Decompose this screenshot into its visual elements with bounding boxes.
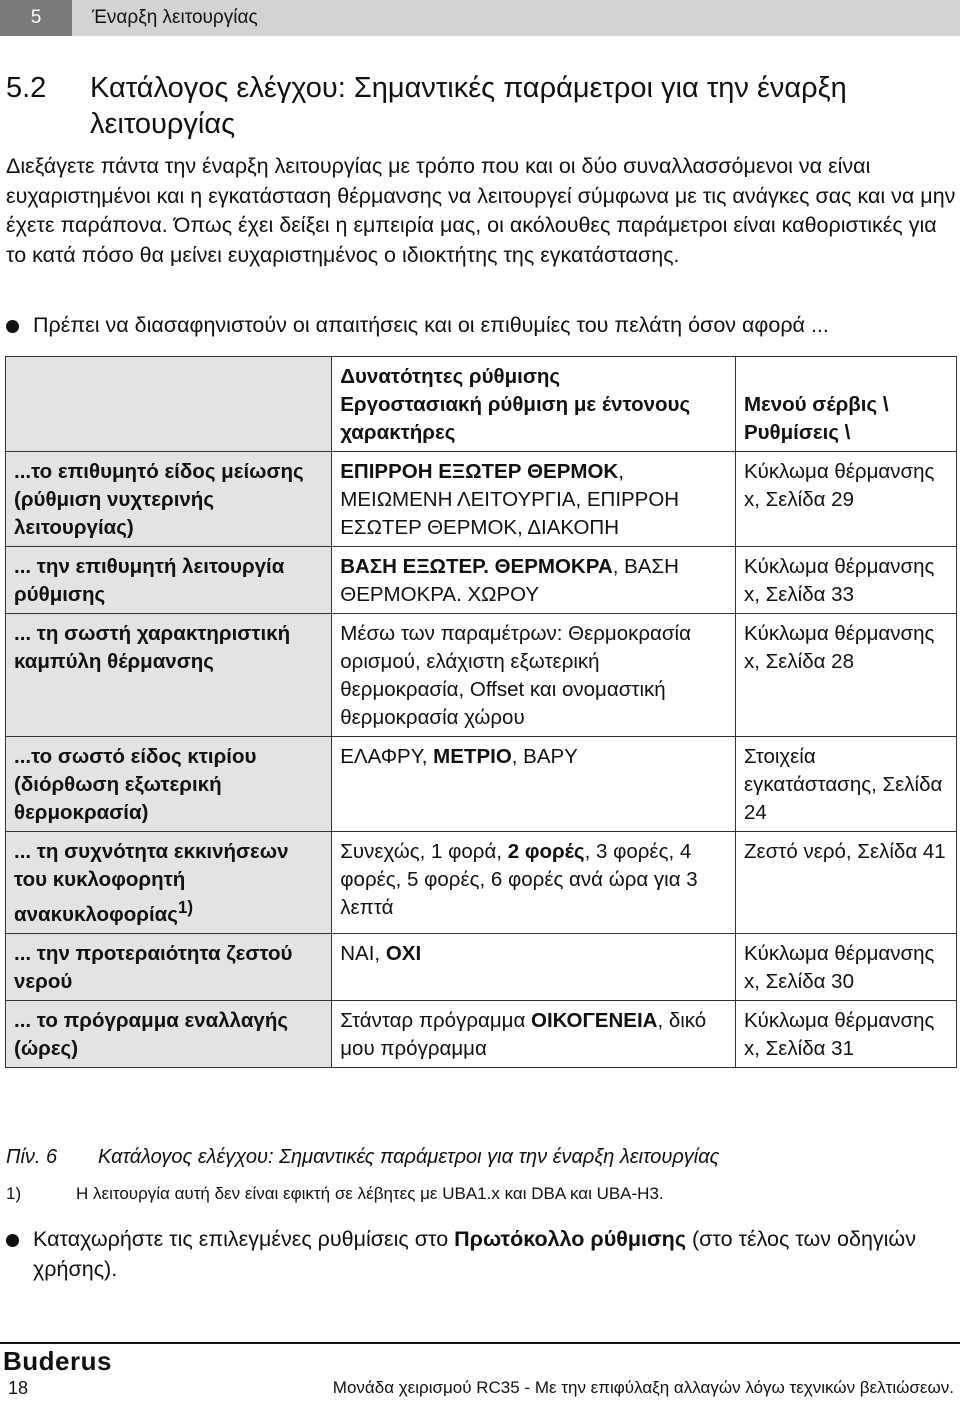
table-caption	[6, 1146, 956, 1169]
bullet-protocol-text	[33, 1225, 956, 1284]
menu-cell: Στοιχεία εγκατάστασης, Σελίδα 24	[735, 737, 956, 832]
default-option: ΟΧΙ	[385, 941, 422, 965]
table-row	[6, 933, 957, 1000]
option-text: Συνεχώς, 1 φορά,	[340, 840, 508, 863]
caption-label: Πίν. 6	[6, 1146, 58, 1168]
option-text: Μέσω των παραμέτρων: Θερμοκρασία ορισμού, ελάχιστη εξωτερική θερμοκρασία, Offset και ονομαστική θερμοκρασία χώρου	[340, 622, 691, 729]
table-row	[6, 832, 957, 934]
menu-cell: Κύκλωμα θέρμανσης x, Σελίδα 29	[735, 452, 956, 547]
options-cell	[332, 1000, 736, 1067]
section-heading	[6, 70, 956, 142]
menu-cell: Κύκλωμα θέρμανσης x, Σελίδα 30	[735, 933, 956, 1000]
default-option: 2 φορές	[507, 840, 585, 863]
parameter-text: ...το σωστό είδος κτιρίου (διόρθωση εξωτερική θερμοκρασία)	[14, 745, 257, 824]
footnote-text: Η λειτουργία αυτή δεν είναι εφικτή σε λέβητες με UBA1.x και DBA και UBA-H3.	[76, 1184, 664, 1203]
section-title: Κατάλογος ελέγχου: Σημαντικές παράμετροι για την έναρξη λειτουργίας	[90, 72, 847, 140]
caption-text: Κατάλογος ελέγχου: Σημαντικές παράμετροι για την έναρξη λειτουργίας	[98, 1146, 720, 1168]
option-text: ΝΑΙ,	[340, 941, 386, 965]
parameter-text: ... τη σωστή χαρακτηριστική καμπύλη θέρμανσης	[14, 622, 291, 673]
intro-paragraph: Διεξάγετε πάντα την έναρξη λειτουργίας με τρόπο που και οι δύο συναλλασσόμενοι να είναι ευχαριστημένοι και η εγκατάσταση θέρμανσης να λειτουργεί σύμφωνα με τις ανάγκες σας και να μην έχετε παράπονα. Όπως έχει δείξει η εμπειρία μας, οι ακόλουθες παράμετροι είναι καθοριστικές για το κατά πόσο θα μείνει ευχαριστημένος ο ιδιοκτήτης της εγκατάστασης.	[6, 154, 956, 267]
options-cell	[332, 452, 736, 547]
menu-cell: Ζεστό νερό, Σελίδα 41	[735, 832, 956, 934]
parameter-text: ... την προτεραιότητα ζεστού νερού	[14, 941, 293, 993]
table-row	[6, 547, 957, 614]
bullet-dot-icon	[6, 320, 19, 333]
table-body	[6, 452, 957, 1068]
footnote-ref: 1)	[177, 898, 194, 917]
header-options-line2: Εργοστασιακή ρύθμιση με έντονους χαρακτήρες	[340, 393, 691, 444]
parameter-text: ... την επιθυμητή λειτουργία ρύθμισης	[14, 555, 285, 606]
table-row	[6, 452, 957, 547]
bullet-requirements-text: Πρέπει να διασαφηνιστούν οι απαιτήσεις και οι επιθυμίες του πελάτη όσον αφορά ...	[33, 313, 829, 337]
option-text: Στάνταρ πρόγραμμα	[340, 1008, 532, 1032]
option-text: , ΒΑΡΥ	[511, 745, 578, 768]
chapter-header	[0, 0, 960, 36]
chapter-number: 5	[0, 0, 72, 36]
section-number: 5.2	[6, 72, 47, 104]
default-option: ΒΑΣΗ ΕΞΩΤΕΡ. ΘΕΡΜΟΚΡΑ	[340, 555, 613, 578]
parameter-cell	[6, 737, 332, 832]
footer-text: Μονάδα χειρισμού RC35 - Με την επιφύλαξη αλλαγών λόγω τεχνικών βελτιώσεων.	[332, 1378, 954, 1397]
bullet-requirements	[6, 311, 956, 341]
parameter-cell	[6, 547, 332, 614]
parameter-text: ... το πρόγραμμα εναλλαγής (ώρες)	[14, 1008, 289, 1060]
table-row	[6, 737, 957, 832]
option-text: ΕΛΑΦΡΥ,	[340, 745, 434, 768]
table-row	[6, 614, 957, 737]
bullet-protocol-after: (στο τέλος των οδηγιών χρήσης).	[33, 1227, 916, 1281]
options-cell	[332, 614, 736, 737]
option-text: , ΜΕΙΩΜΕΝΗ ΛΕΙΤΟΥΡΓΙΑ, ΕΠΙΡΡΟΗ ΕΣΩΤΕΡ ΘΕΡΜΟΚ, ΔΙΑΚΟΠΗ	[340, 460, 680, 539]
header-col-options	[332, 357, 736, 452]
table-row	[6, 1000, 957, 1067]
default-option: ΕΠΙΡΡΟΗ ΕΞΩΤΕΡ ΘΕΡΜΟΚ	[340, 460, 619, 483]
options-cell	[332, 737, 736, 832]
menu-cell: Κύκλωμα θέρμανσης x, Σελίδα 31	[735, 1000, 956, 1067]
footer-divider	[0, 1342, 960, 1344]
parameter-text: ...το επιθυμητό είδος μείωσης (ρύθμιση νυχτερινής λειτουργίας)	[14, 460, 304, 539]
table-header-row	[6, 357, 957, 452]
page-number: 18	[8, 1378, 29, 1398]
header-col-parameter	[6, 357, 332, 452]
parameter-cell	[6, 452, 332, 547]
option-text: , δικό μου πρόγραμμα	[340, 1008, 707, 1060]
bullet-protocol	[6, 1225, 956, 1284]
bullet-dot-icon	[6, 1234, 19, 1247]
options-cell	[332, 933, 736, 1000]
menu-cell: Κύκλωμα θέρμανσης x, Σελίδα 33	[735, 547, 956, 614]
option-text: , 3 φορές, 4 φορές, 5 φορές, 6 φορές ανά ώρα για 3 λεπτά	[340, 840, 698, 919]
bullet-protocol-before: Καταχωρήστε τις επιλεγμένες ρυθμίσεις στο	[33, 1227, 455, 1251]
default-option: ΟΙΚΟΓΕΝΕΙΑ	[531, 1008, 658, 1032]
menu-cell: Κύκλωμα θέρμανσης x, Σελίδα 28	[735, 614, 956, 737]
header-options-line1: Δυνατότητες ρύθμισης	[340, 365, 561, 388]
header-col-menu: Μενού σέρβις \ Ρυθμίσεις \	[735, 357, 956, 452]
default-option: ΜΕΤΡΙΟ	[433, 745, 512, 768]
parameter-text: ... τη συχνότητα εκκινήσεων του κυκλοφορητή ανακυκλοφορίας	[14, 840, 289, 926]
parameter-cell	[6, 614, 332, 737]
bullet-protocol-bold: Πρωτόκολλο ρύθμισης	[454, 1227, 686, 1251]
parameter-cell	[6, 1000, 332, 1067]
footnote-mark: 1)	[6, 1184, 22, 1203]
options-cell	[332, 832, 736, 934]
parameter-cell	[6, 933, 332, 1000]
parameter-cell	[6, 832, 332, 934]
option-text: , ΒΑΣΗ ΘΕΡΜΟΚΡΑ. ΧΩΡΟΥ	[340, 555, 679, 606]
footnote	[6, 1184, 956, 1204]
options-cell	[332, 547, 736, 614]
brand-logo: Buderus	[3, 1346, 112, 1376]
parameters-table	[5, 356, 957, 1068]
chapter-title: Έναρξη λειτουργίας	[72, 0, 960, 36]
